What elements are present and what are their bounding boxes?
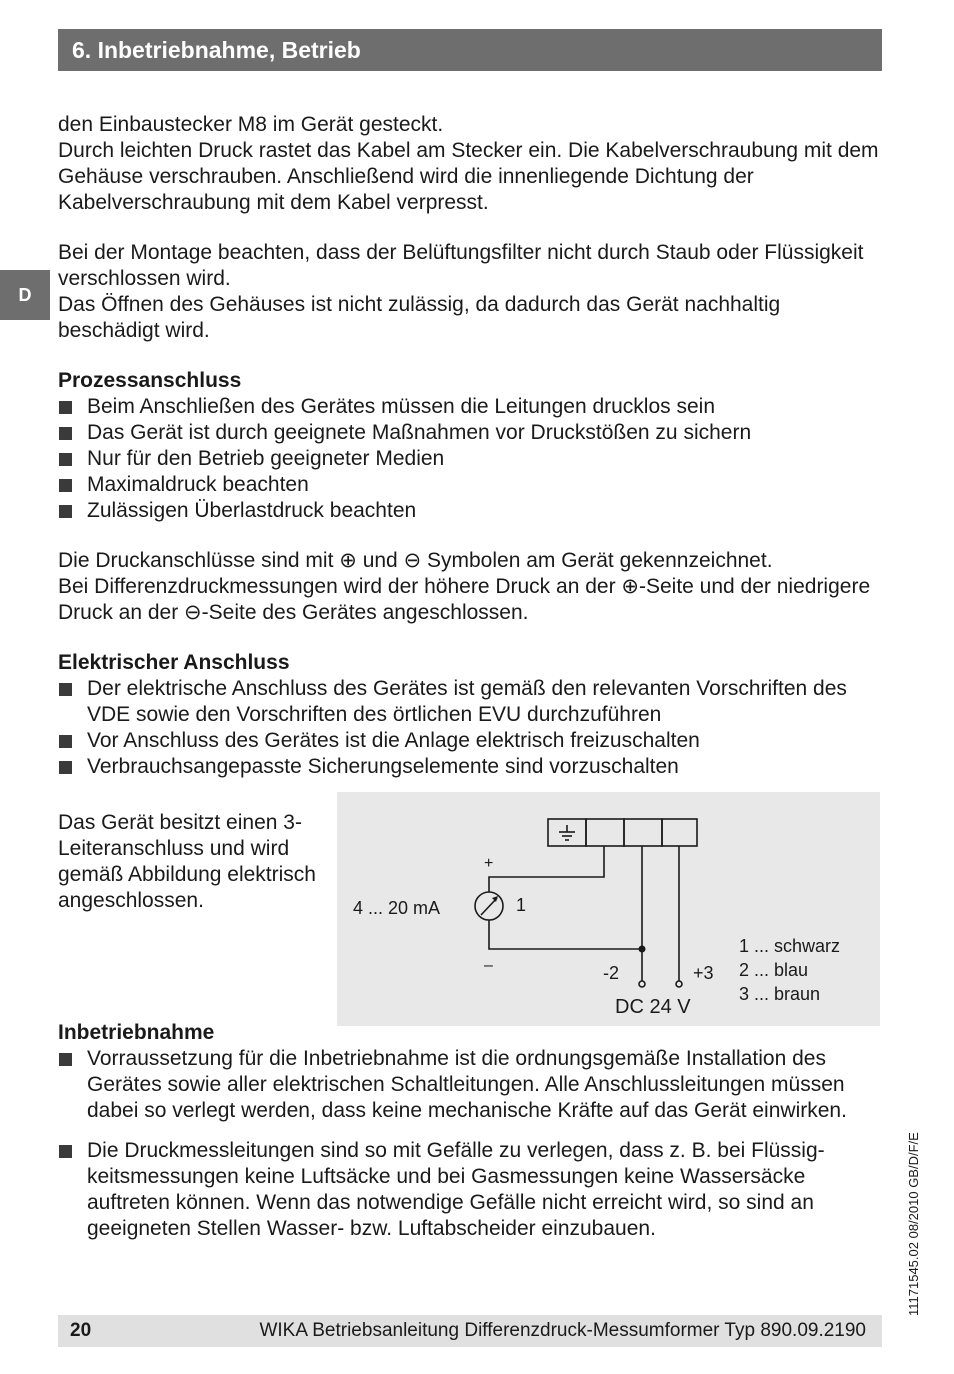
intro-paragraph-2: Bei der Montage beachten, dass der Belüftungsfilter nicht durch Staub oder Flüssigkeit verschlossen wird. Das Öffnen des Gehäuses ist nicht zulässig, da dadurch das Gerät nachhaltig beschädigt wird.: [58, 241, 864, 342]
electrical-list: [58, 676, 882, 780]
list-item: Beim Anschließen des Gerätes müssen die Leitungen drucklos sein: [58, 394, 882, 420]
list-item: Die Druckmessleitungen sind so mit Gefälle zu verlegen, dass z. B. bei Flüssig-keitsmessungen keine Luftsäcke und bei Gasmessungen keine Wassersäcke auftreten können. Wenn das notwendige Gefälle nicht erreicht wird, so sind an geeigneten Stellen Wasser- bzw. Luftabscheider einzubauen.: [58, 1138, 882, 1242]
supply-label: DC 24 V: [615, 996, 691, 1018]
section-header: [58, 29, 882, 71]
terminal-1: [586, 819, 624, 846]
process-list: [58, 394, 882, 524]
language-tab: D: [0, 270, 50, 320]
current-label: 4 ... 20 mA: [353, 898, 441, 918]
page-number: 20: [70, 1320, 92, 1341]
list-item: Zulässigen Überlastdruck beachten: [58, 498, 882, 524]
terminal-pos: [676, 981, 682, 987]
terminal-2: [624, 819, 662, 846]
list-item: Das Gerät ist durch geeignete Maßnahmen vor Druckstößen zu sichern: [58, 420, 882, 446]
legend-item: 3 ... braun: [739, 984, 821, 1004]
plus-label: +: [484, 855, 494, 872]
page-content: [58, 112, 882, 1242]
section-title: 6. Inbetriebnahme, Betrieb: [72, 37, 361, 63]
minus-label: –: [484, 957, 493, 974]
legend-item: 1 ... schwarz: [739, 936, 841, 956]
wiring-description: Das Gerät besitzt einen 3-Leiteranschluss und wird gemäß Abbildung elektrisch angeschlossen.: [58, 811, 316, 912]
list-item: Maximaldruck beachten: [58, 472, 882, 498]
terminal-neg: [639, 981, 645, 987]
commissioning-list: [58, 1046, 882, 1242]
pressure-port-note: Die Druckanschlüsse sind mit ⊕ und ⊖ Symbolen am Gerät gekennzeichnet. Bei Differenzdruckmessungen wird der höhere Druck an der ⊕-Seite und der niedrigere Druck an der ⊖-Seite des Gerätes angeschlossen.: [58, 549, 871, 624]
footer-text: WIKA Betriebsanleitung Differenzdruck-Messumformer Typ 890.09.2190: [259, 1320, 866, 1341]
list-item: Der elektrische Anschluss des Gerätes ist gemäß den relevanten Vorschriften des VDE sowie den Vorschriften des örtlichen EVU durchzuführen: [58, 676, 882, 728]
terminal-3: [662, 819, 697, 846]
commissioning-heading: Inbetriebnahme: [58, 1021, 215, 1044]
neg-terminal-label: -2: [603, 963, 620, 983]
list-item: Verbrauchsangepasste Sicherungselemente sind vorzuschalten: [58, 754, 882, 780]
wiring-diagram: [337, 792, 880, 1026]
intro-paragraph-1: den Einbaustecker M8 im Gerät gesteckt. Durch leichten Druck rastet das Kabel am Stecker ein. Die Kabelverschraubung mit dem Gehäuse verschrauben. Anschließend wird die innenliegende Dichtung der Kabelverschraubung mit dem Kabel verpresst.: [58, 113, 879, 214]
electrical-heading: Elektrischer Anschluss: [58, 651, 290, 674]
legend-item: 2 ... blau: [739, 960, 809, 980]
list-item: Vorraussetzung für die Inbetriebnahme ist die ordnungsgemäße Installation des Gerätes sowie aller elektrischen Schaltleitungen. Alle Anschlussleitungen müssen dabei so verlegt werden, dass keine mechanische Kräfte auf das Gerät einwirken.: [58, 1046, 882, 1124]
wire-1: [489, 846, 604, 892]
meter-number-label: 1: [516, 895, 527, 915]
wiring-diagram-svg: [337, 792, 880, 1026]
list-item: Nur für den Betrieb geeigneter Medien: [58, 446, 882, 472]
pos-terminal-label: +3: [693, 963, 714, 983]
wiring-section: [58, 792, 882, 1026]
page-footer: [58, 1315, 882, 1347]
junction-dot: [639, 946, 646, 953]
document-reference: 11171545.02 08/2010 GB/D/F/E: [906, 1132, 921, 1316]
list-item: Vor Anschluss des Gerätes ist die Anlage elektrisch freizuschalten: [58, 728, 882, 754]
process-heading: Prozessanschluss: [58, 369, 242, 392]
wire-meter-return: [489, 920, 642, 949]
